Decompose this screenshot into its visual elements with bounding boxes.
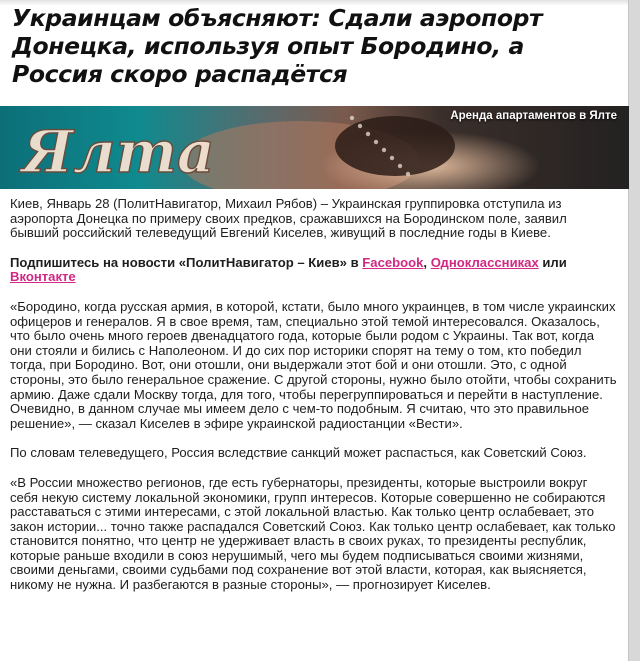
- page-scroll-edge: [628, 0, 640, 661]
- facebook-link[interactable]: Facebook: [362, 254, 424, 270]
- yalta-logo: Ялта: [22, 118, 215, 186]
- paragraph-2: По словам телеведущего, Россия вследствие санкций может распасться, как Советский Союз.: [10, 445, 587, 461]
- subscribe-or: или: [542, 254, 567, 270]
- quote-paragraph-2: «В России множество регионов, где есть губернаторы, президенты, которые выстроили вокруг себя некую систему локальной экономики, групп интересов. Которые совершенно не собираются расставаться с этими интересами, с этой локальной властью. Как только центр ослабевает, это закон истории... точно также распадался Советский Союз. Как только центр ослабевает, как только становится понятно, что центр не удерживает власть в своих руках, то президенты республик, которые раньше входили в союз нерушимый, чего мы будем подписываться своими жизнями, своими деньгами, своими судьбами под сохранение вот этой власти, которая, как выясняется, никому не нужна. И разбегаются в разные стороны», — прогнозирует Киселев.: [10, 474, 616, 593]
- banner-ad-label[interactable]: Аренда апартаментов в Ялте: [450, 110, 617, 122]
- subscribe-in: в: [350, 254, 359, 270]
- article-body: [10, 197, 618, 608]
- lead-paragraph: Киев, Январь 28 (ПолитНавигатор, Михаил Рябов) – Украинская группировка отступила из аэропорта Донецка по примеру своих предков, сражавшихся на Бородинском поле, заявил бывший российский телеведущий Евгений Киселев, живущий в последние годы в Киеве.: [10, 196, 567, 241]
- subscribe-prefix: Подпишитесь на новости «ПолитНавигатор – Киев»: [10, 254, 347, 270]
- subscribe-line: [10, 256, 618, 285]
- odnoklassniki-link[interactable]: Одноклассниках: [430, 254, 539, 270]
- yalta-ad-banner[interactable]: [0, 106, 629, 189]
- article-headline: Украинцам объясняют: Сдали аэропорт Донецка, используя опыт Бородино, а Россия скоро распадётся: [12, 4, 543, 88]
- quote-paragraph-1: «Бородино, когда русская армия, в которой, кстати, было много украинцев, в том числе украинских офицеров и генералов. Я в свое время, там, специально этой темой интересовался. Оказалось, что было очень много героев двенадцатого года, которые были родом с Украины. Так вот, когда они стояли и бились с Наполеоном. И до сих пор историки спорят на тему о том, кто победил тогда, при Бородино. Вот, они отошли, они выдержали этот бой и они отошли. Это, с одной стороны, это было генеральное сражение. С другой стороны, нужно было отойти, чтобы сохранить армию. Даже сдали Москву тогда, для того, чтобы перегруппироваться и перейти в наступление. Очевидно, в данном случае мы имеем дело с чем-то подобным. Я считаю, что это правильное решение», — сказал Киселев в эфире украинской радиостанции «Вести».: [10, 298, 617, 431]
- vkontakte-link[interactable]: Вконтакте: [10, 269, 76, 285]
- subscribe-sep: ,: [423, 254, 428, 270]
